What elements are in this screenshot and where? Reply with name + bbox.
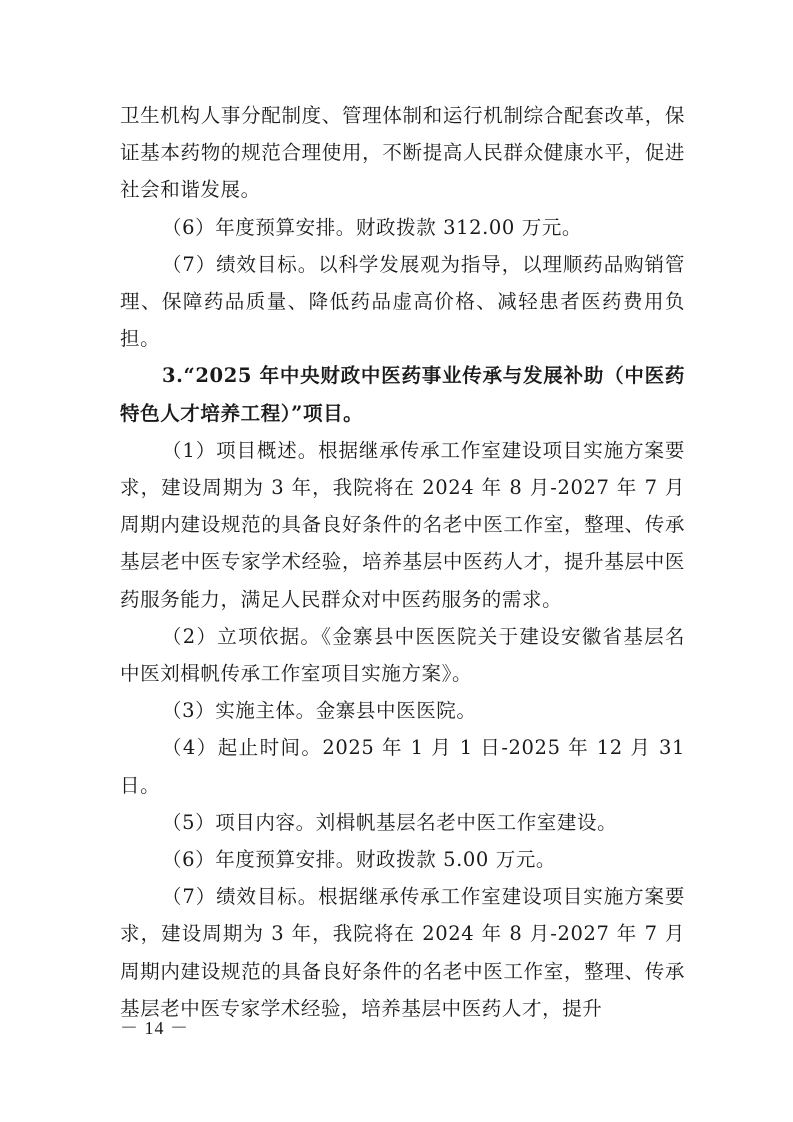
paragraph-overview: （1）项目概述。根据继承传承工作室建设项目实施方案要求，建设周期为 3 年，我院将在 2024 年 8 月-2027 年 7 月周期内建设规范的具备良好条件的名老中医工作室，整理、传承基层老中医专家学术经验，培养基层中医药人才，提升基层中医药服务能力，满足人民群众对中医药服务的需求。 <box>120 438 685 611</box>
paragraph-goal-1: （7）绩效目标。以科学发展观为指导，以理顺药品购销管理、保障药品质量、降低药品虚高价格、减轻患者医药费用负担。 <box>120 252 685 351</box>
paragraph-period: （4）起止时间。2025 年 1 月 1 日-2025 年 12 月 31 日。 <box>120 736 685 797</box>
paragraph-continuation: 卫生机构人事分配制度、管理体制和运行机制综合配套改革，保证基本药物的规范合理使用，不断提高人民群众健康水平，促进社会和谐发展。 <box>120 104 685 202</box>
page-number: － 14 － <box>120 1018 189 1038</box>
section-heading-3: 3.“2025 年中央财政中医药事业传承与发展补助（中医药特色人才培养工程）”项目。 <box>120 364 685 425</box>
paragraph-subject: （3）实施主体。金寨县中医医院。 <box>162 699 477 723</box>
paragraph-budget-2: （6）年度预算安排。财政拨款 5.00 万元。 <box>162 848 557 872</box>
paragraph-goal-2: （7）绩效目标。根据继承传承工作室建设项目实施方案要求，建设周期为 3 年，我院将在 2024 年 8 月-2027 年 7 月周期内建设规范的具备良好条件的名老中医工作室，整理、传承基层老中医专家学术经验，培养基层中医药人才，提升 <box>120 885 685 1020</box>
paragraph-content: （5）项目内容。刘楫帆基层名老中医工作室建设。 <box>162 810 618 834</box>
paragraph-budget-1: （6）年度预算安排。财政拨款 312.00 万元。 <box>162 215 583 239</box>
document-body <box>120 97 685 1027</box>
paragraph-basis: （2）立项依据。《金寨县中医医院关于建设安徽省基层名中医刘楫帆传承工作室项目实施方案》。 <box>120 624 685 686</box>
